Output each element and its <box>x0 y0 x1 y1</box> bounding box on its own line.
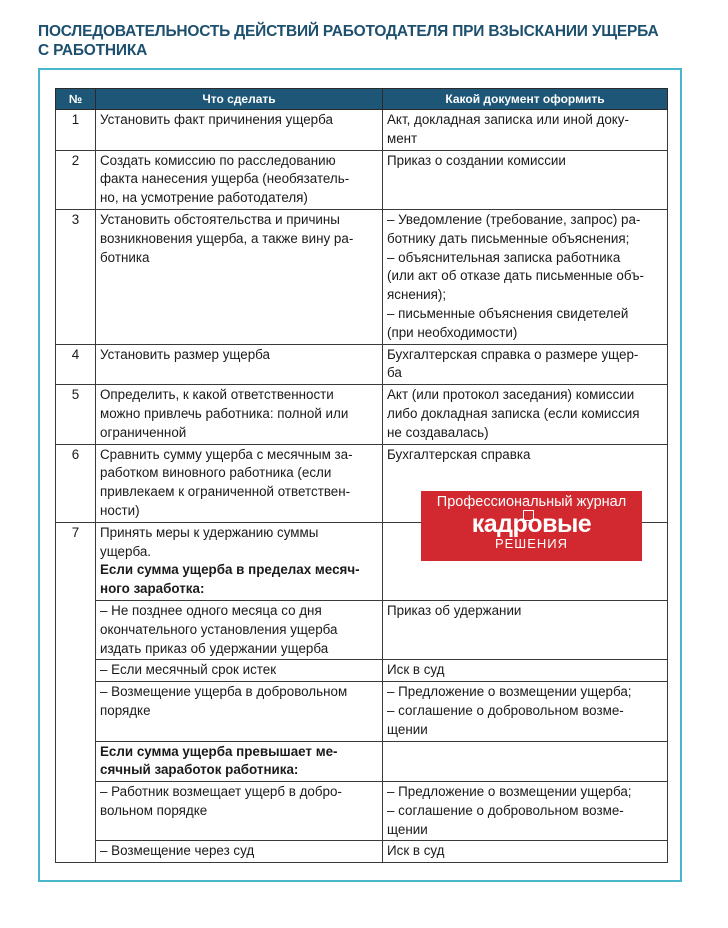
action-cell <box>96 741 383 782</box>
table-row <box>56 841 668 863</box>
cell-line: – Уведомление (требование, запрос) ра- <box>387 211 641 227</box>
cell-line: окончательного установления ущерба <box>100 621 338 637</box>
cell-line: – Возмещение ущерба в добровольном <box>100 684 348 700</box>
cell-line: можно привлечь работника: полной или <box>100 405 349 421</box>
cell-line: мент <box>387 130 418 146</box>
cell-line: Определить, к какой ответственности <box>100 387 334 403</box>
cell-line: Бухгалтерская справка о размере ущер- <box>387 346 639 362</box>
logo-line-1: Профессиональный журнал <box>436 494 627 510</box>
cell-line: – соглашение о добровольном возме- <box>387 702 624 718</box>
cell-line: издать приказ об удержании ущерба <box>100 640 329 656</box>
cell-line: Установить обстоятельства и причины <box>100 211 340 227</box>
cell-line: – Не позднее одного месяца со дня <box>100 602 322 618</box>
document-cell <box>383 209 668 344</box>
document-cell <box>383 110 668 151</box>
table-row <box>56 782 668 841</box>
action-cell <box>96 682 383 741</box>
cell-line: – Возмещение через суд <box>100 843 255 859</box>
cell-line: – соглашение о добровольном возме- <box>387 802 624 818</box>
action-cell <box>96 110 383 151</box>
table-row <box>56 385 668 444</box>
cell-line: Сравнить сумму ущерба с месячным за- <box>100 446 353 462</box>
document-cell <box>383 682 668 741</box>
cell-line: – Работник возмещает ущерб в добро- <box>100 784 342 800</box>
cell-line: Приказ об удержании <box>387 602 522 618</box>
table-body <box>56 110 668 863</box>
table-row <box>56 344 668 385</box>
cell-line: ба <box>387 365 402 381</box>
cell-line: Акт, докладная записка или иной доку- <box>387 112 629 127</box>
cell-line: Иск в суд <box>387 662 445 678</box>
action-cell <box>96 444 383 522</box>
document-cell <box>383 741 668 782</box>
document-cell <box>383 782 668 841</box>
cell-line: ботнику дать письменные объяснения; <box>387 230 630 246</box>
row-number: 6 <box>56 444 96 522</box>
header-document: Какой документ оформить <box>383 89 668 110</box>
row-number: 1 <box>56 110 96 151</box>
cell-line: щении <box>387 821 428 837</box>
cell-line: – Если месячный срок истек <box>100 662 277 678</box>
cell-line: работком виновного работника (если <box>100 465 332 481</box>
journal-logo <box>421 491 642 561</box>
cell-line: Если сумма ущерба в пределах месяч- <box>100 562 360 578</box>
table-row <box>56 682 668 741</box>
cell-line: привлекаем к ограниченной ответствен- <box>100 484 351 500</box>
cell-line: факта нанесения ущерба (необязатель- <box>100 171 350 187</box>
table-row <box>56 150 668 209</box>
document-cell <box>383 600 668 659</box>
cell-line: вольном порядке <box>100 802 208 818</box>
checkbox-icon <box>523 510 534 521</box>
page-title-line-2: С РАБОТНИКА <box>38 42 148 59</box>
logo-line-2: кадровые <box>471 510 592 538</box>
table-row <box>56 741 668 782</box>
row-number: 3 <box>56 209 96 344</box>
cell-line: Приказ о создании комиссии <box>387 152 566 168</box>
table-row <box>56 209 668 344</box>
action-cell <box>96 150 383 209</box>
action-cell <box>96 344 383 385</box>
document-cell <box>383 660 668 682</box>
page-title <box>38 22 698 60</box>
cell-line: Установить размер ущерба <box>100 346 270 362</box>
table-row <box>56 600 668 659</box>
document-cell <box>383 344 668 385</box>
action-cell <box>96 522 383 600</box>
logo-line-3: РЕШЕНИЯ <box>494 536 569 551</box>
cell-line: Создать комиссию по расследованию <box>100 152 336 168</box>
action-cell <box>96 660 383 682</box>
cell-line: ного заработка: <box>100 581 205 597</box>
document-cell <box>383 841 668 863</box>
cell-line: Если сумма ущерба превышает ме- <box>100 743 338 759</box>
cell-line: но, на усмотрение работодателя) <box>100 190 308 206</box>
row-number: 4 <box>56 344 96 385</box>
cell-line: Бухгалтерская справка <box>387 446 531 462</box>
cell-line: щении <box>387 721 428 737</box>
document-cell <box>383 385 668 444</box>
cell-line: либо докладная записка (если комиссия <box>387 405 640 421</box>
cell-line: ботника <box>100 249 150 265</box>
cell-line: (при необходимости) <box>387 324 518 340</box>
cell-line: ущерба. <box>100 543 151 559</box>
cell-line: Установить факт причинения ущерба <box>100 112 333 127</box>
cell-line: порядке <box>100 702 151 718</box>
header-num: № <box>56 89 96 110</box>
cell-line: – объяснительная записка работника <box>387 249 621 265</box>
row-number: 2 <box>56 150 96 209</box>
cell-line: – Предложение о возмещении ущерба; <box>387 784 632 800</box>
row-number: 7 <box>56 522 96 863</box>
cell-line: сячный заработок работника: <box>100 762 299 778</box>
cell-line: возникновения ущерба, а также вину ра- <box>100 230 354 246</box>
steps-table <box>55 88 668 863</box>
action-cell <box>96 600 383 659</box>
cell-line: не создавалась) <box>387 424 489 440</box>
cell-line: ограниченной <box>100 424 187 440</box>
page-title-line-1: ПОСЛЕДОВАТЕЛЬНОСТЬ ДЕЙСТВИЙ РАБОТОДАТЕЛЯ ПРИ ВЗЫСКАНИИ УЩЕРБА <box>38 23 659 40</box>
action-cell <box>96 841 383 863</box>
cell-line: – письменные объяснения свидетелей <box>387 305 629 321</box>
action-cell <box>96 385 383 444</box>
cell-line: Иск в суд <box>387 843 445 859</box>
action-cell <box>96 209 383 344</box>
row-number: 5 <box>56 385 96 444</box>
cell-line: Акт (или протокол заседания) комиссии <box>387 387 635 403</box>
action-cell <box>96 782 383 841</box>
cell-line: Принять меры к удержанию суммы <box>100 524 319 540</box>
cell-line: – Предложение о возмещении ущерба; <box>387 684 632 700</box>
document-cell <box>383 150 668 209</box>
header-action: Что сделать <box>96 89 383 110</box>
cell-line: (или акт об отказе дать письменные объ- <box>387 268 644 284</box>
cell-line: яснения); <box>387 287 447 303</box>
table-header-row <box>56 89 668 110</box>
cell-line: ности) <box>100 502 140 518</box>
table-row <box>56 660 668 682</box>
table-row <box>56 110 668 151</box>
